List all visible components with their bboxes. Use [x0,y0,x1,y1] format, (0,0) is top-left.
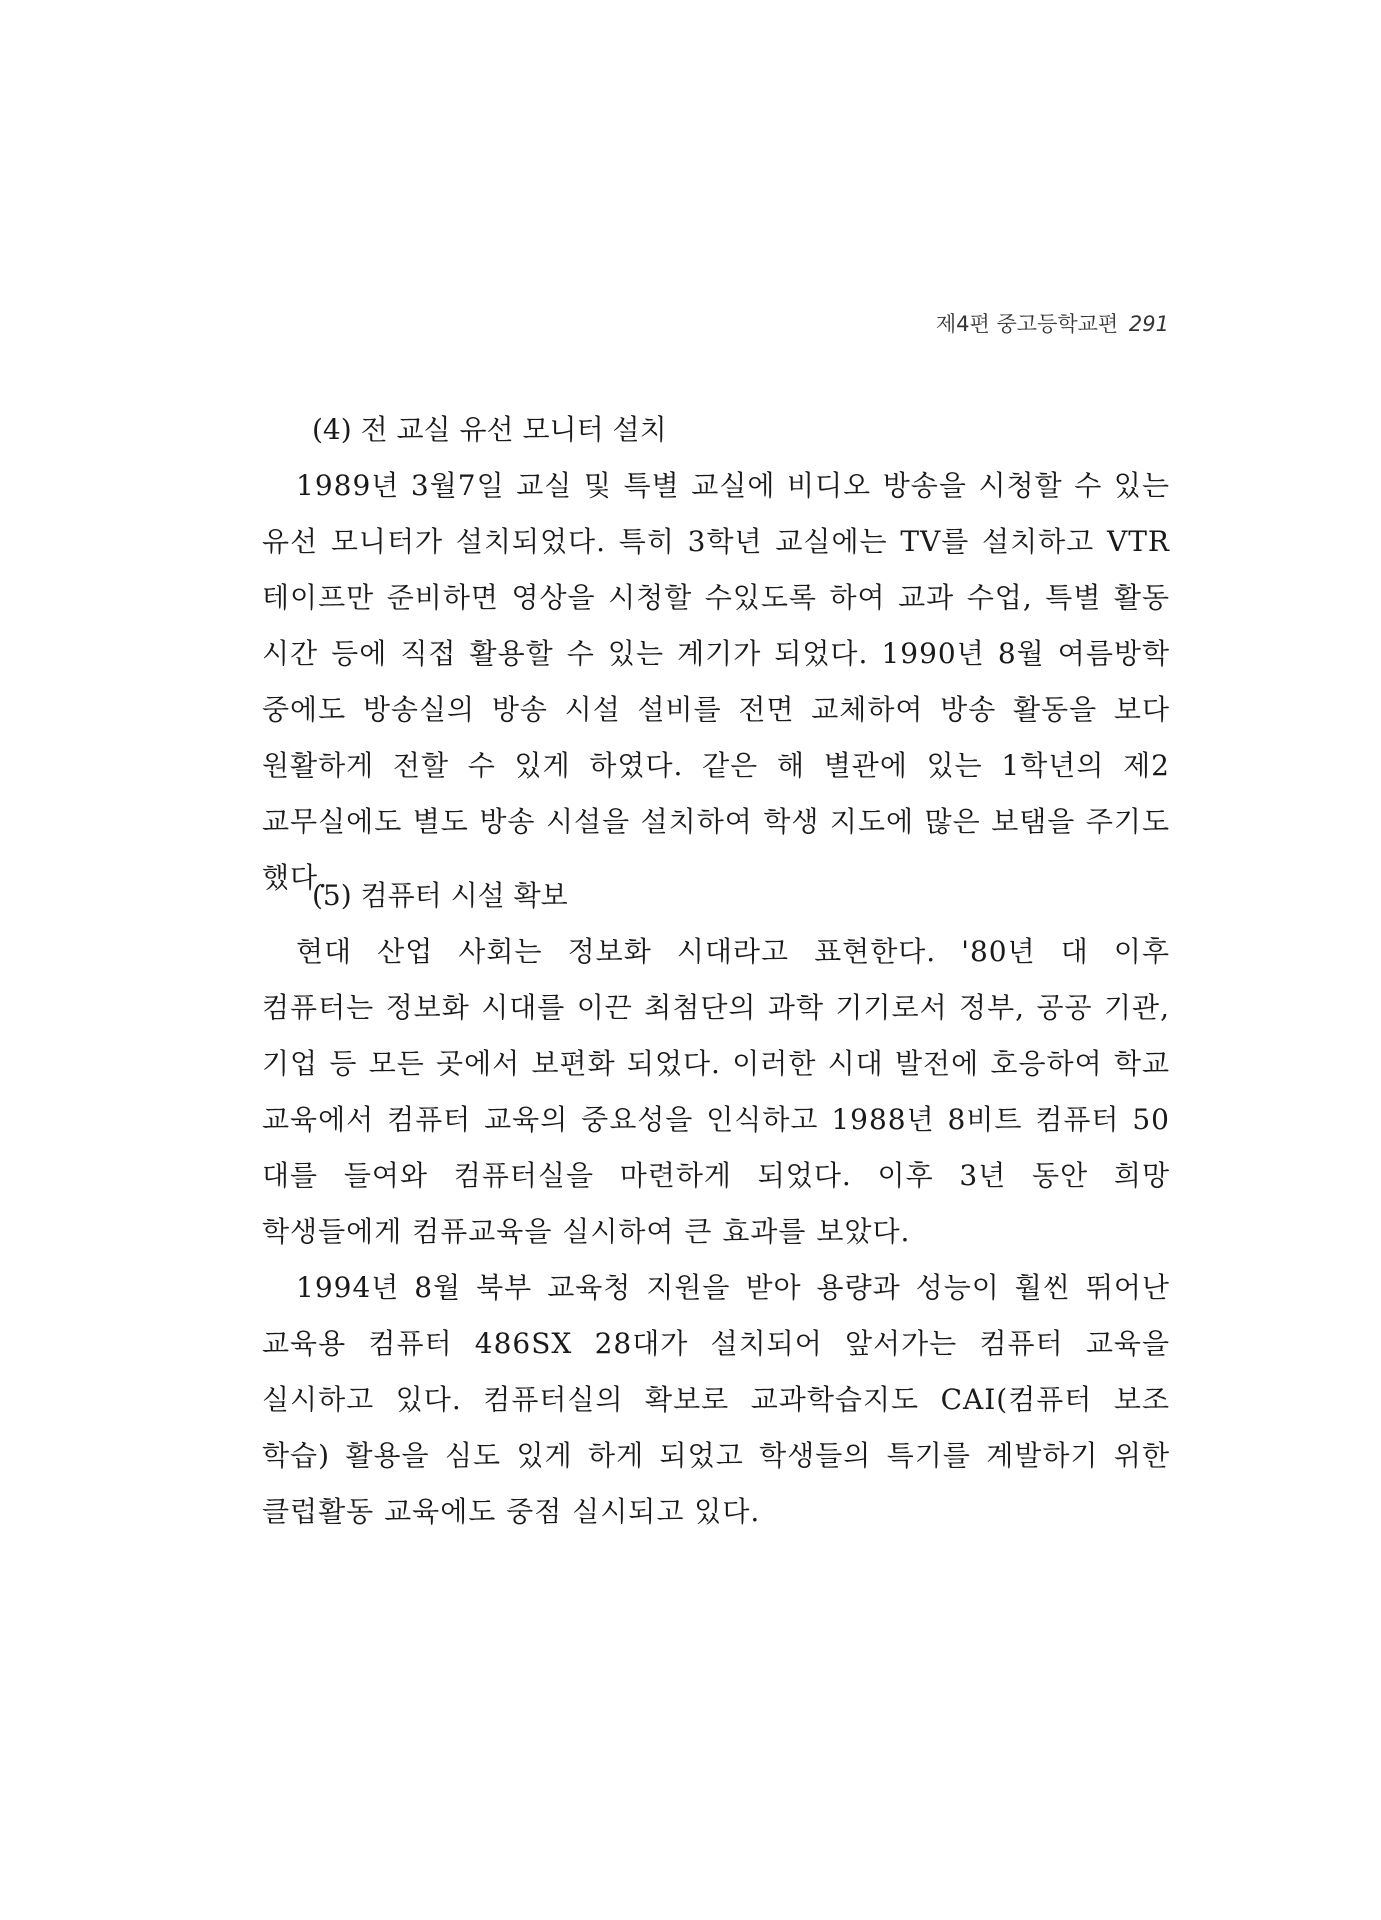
section-heading: (5) 컴퓨터 시설 확보 [312,879,568,912]
section-heading: (4) 전 교실 유선 모니터 설치 [312,413,667,446]
section-monitor-installation [262,402,1170,906]
paragraph: 1994년 8월 북부 교육청 지원을 받아 용량과 성능이 훨씬 뛰어난 교육용 컴퓨터 486SX 28대가 설치되어 앞서가는 컴퓨터 교육을 실시하고 있다. 컴퓨터실의 확보로 교과학습지도 CAI(컴퓨터 보조 학습) 활용을 심도 있게 하게 되었고 학생들의 특기를 계발하기 위한 클럽활동 교육에도 중점 실시되고 있다. [262,1271,1170,1528]
section-computer-facilities [262,868,1170,1540]
paragraph: 현대 산업 사회는 정보화 시대라고 표현한다. '80년 대 이후 컴퓨터는 정보화 시대를 이끈 최첨단의 과학 기기로서 정부, 공공 기관,기업 등 모든 곳에서 보편화 되었다. 이러한 시대 발전에 호응하여 학교 교육에서 컴퓨터 교육의 중요성을 인식하고 1988년 8비트 컴퓨터 50 대를 들여와 컴퓨터실을 마련하게 되었다. 이후 3년 동안 희망 학생들에게 컴퓨교육을 실시하여 큰 효과를 보았다. [262,935,1170,1248]
running-title: 제4편 중고등학교편 [935,312,1119,336]
page-header [936,308,1169,338]
paragraph: 1989년 3월7일 교실 및 특별 교실에 비디오 방송을 시청할 수 있는 유선 모니터가 설치되었다. 특히 3학년 교실에는 TV를 설치하고 VTR 테이프만 준비하면 영상을 시청할 수있도록 하여 교과 수업, 특별 활동 시간 등에 직접 활용할 수 있는 계기가 되었다. 1990년 8월 여름방학 중에도 방송실의 방송 시설 설비를 전면 교체하여 방송 활동을 보다 원활하게 전할 수 있게 하였다. 같은 해 별관에 있는 1학년의 제2 교무실에도 별도 방송 시설을 설치하여 학생 지도에 많은 보탬을 주기도 했다. [262,469,1170,894]
page-number: 291 [1128,312,1169,336]
